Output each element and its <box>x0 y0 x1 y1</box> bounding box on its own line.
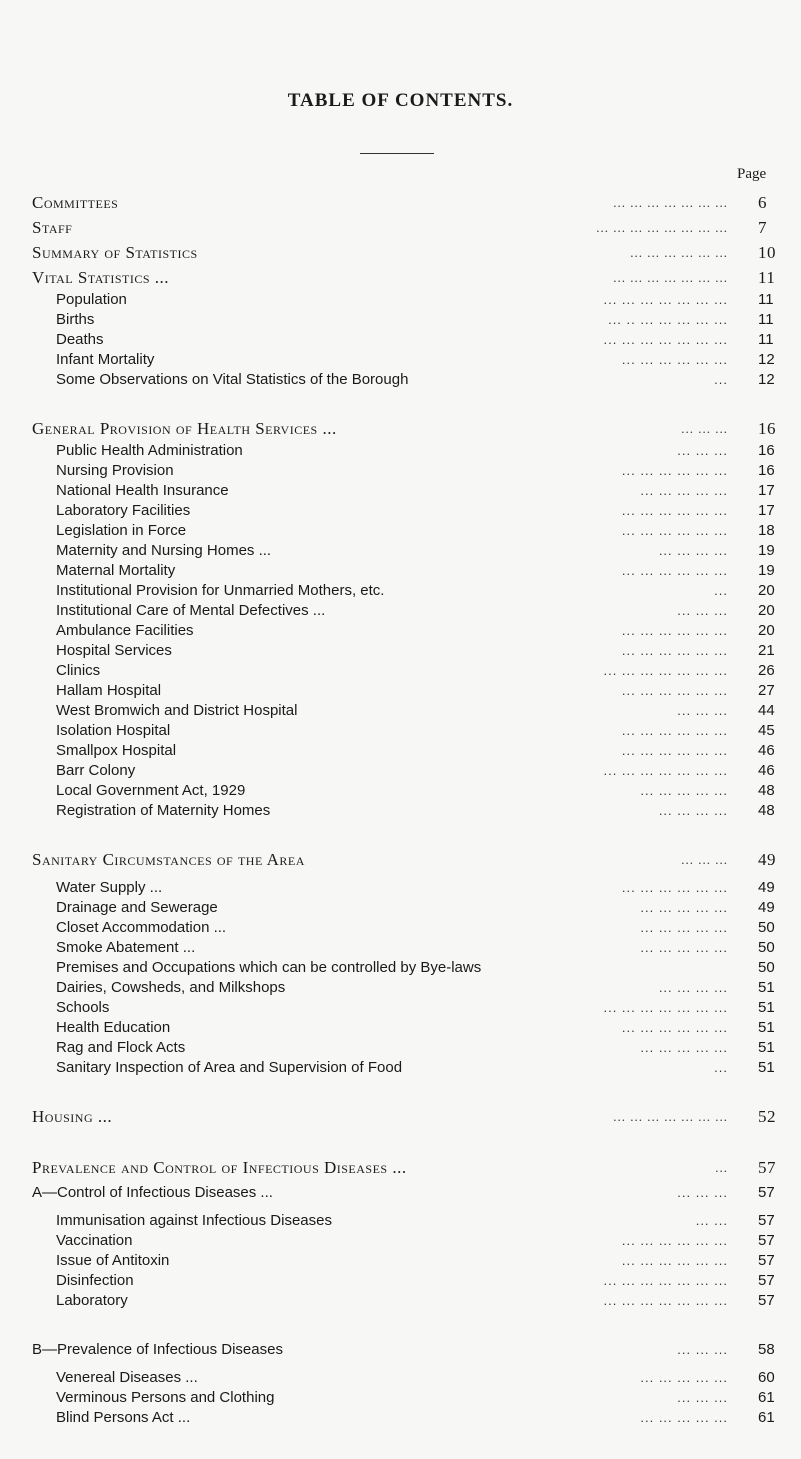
toc-page-number: 50 <box>758 959 775 976</box>
toc-page-number: 46 <box>758 762 775 779</box>
toc-leader-dots: ... ... ... ... ... ... <box>621 723 728 738</box>
toc-entry <box>32 416 788 441</box>
toc-entry-title: Sanitary Circumstances of the Area <box>32 850 305 869</box>
toc-entry <box>32 240 788 265</box>
toc-entry-title: Summary of Statistics <box>32 243 198 262</box>
toc-entry <box>32 878 788 898</box>
toc-leader-dots: ... ... ... <box>677 703 728 718</box>
toc-entry-title: National Health Insurance <box>56 482 229 499</box>
toc-leader-dots: ... ... ... ... ... ... <box>621 623 728 638</box>
toc-entry <box>32 998 788 1018</box>
toc-entry-title: Issue of Antitoxin <box>56 1252 170 1269</box>
toc-page-number: 10 <box>758 243 776 262</box>
toc-entry-title: Sanitary Inspection of Area and Supervision of Food <box>56 1059 403 1076</box>
toc-entry <box>32 1104 788 1129</box>
toc-entry <box>32 661 788 681</box>
toc-entry-title: Prevalence and Control of Infectious Diseases ... <box>32 1158 407 1177</box>
toc-entry <box>32 330 788 350</box>
toc-entry <box>32 938 788 958</box>
toc-page-number: 16 <box>758 419 776 438</box>
toc-entry-title: Committees <box>32 193 119 212</box>
toc-entry-title: Maternal Mortality <box>56 562 176 579</box>
toc-entry-title: Laboratory Facilities <box>56 502 191 519</box>
toc-page-number: 11 <box>758 311 774 328</box>
toc-entry <box>32 918 788 938</box>
toc-entry-title: Schools <box>56 999 110 1016</box>
toc-leader-dots: ... ... ... ... ... ... ... <box>613 195 728 210</box>
toc-leader-dots: ... ... ... ... ... ... ... <box>603 1293 728 1308</box>
toc-page-number: 16 <box>758 462 775 479</box>
toc-leader-dots: ... ... ... ... ... ... ... <box>603 1273 728 1288</box>
toc-page-number: 12 <box>758 351 775 368</box>
toc-leader-dots: ... ... ... ... <box>658 543 728 558</box>
toc-entry <box>32 370 788 390</box>
toc-leader-dots: ... ... ... ... ... <box>640 483 728 498</box>
toc-page-number: 21 <box>758 642 775 659</box>
toc-page-number: 51 <box>758 1039 775 1056</box>
toc-page-number: 19 <box>758 562 775 579</box>
toc-entry <box>32 310 788 330</box>
toc-entry <box>32 621 788 641</box>
toc-entry-title: Laboratory <box>56 1292 128 1309</box>
toc-page-number: 44 <box>758 702 775 719</box>
toc-leader-dots: ... ... ... ... ... ... ... <box>603 663 728 678</box>
toc-entry <box>32 978 788 998</box>
toc-entry <box>32 1388 788 1408</box>
toc-entry-title: Drainage and Sewerage <box>56 899 218 916</box>
toc-leader-dots: ... ... ... <box>677 1342 728 1357</box>
toc-entry <box>32 1211 788 1231</box>
toc-page-number: 26 <box>758 662 775 679</box>
toc-leader-dots: ... ... ... ... ... ... <box>621 683 728 698</box>
toc-leader-dots: ... ... ... ... ... <box>640 1410 728 1425</box>
toc-page-number: 57 <box>758 1232 775 1249</box>
toc-entry-title: Venereal Diseases ... <box>56 1369 198 1386</box>
toc-leader-dots: ... ... ... <box>677 1185 728 1200</box>
toc-page-number: 19 <box>758 542 775 559</box>
toc-leader-dots: ... ... ... ... ... ... ... <box>603 292 728 307</box>
toc-leader-dots: ... <box>714 372 728 387</box>
toc-entry-title: B—Prevalence of Infectious Diseases <box>32 1341 283 1358</box>
toc-entry-title: Water Supply ... <box>56 879 163 896</box>
toc-page-number: 57 <box>758 1272 775 1289</box>
toc-entry <box>32 898 788 918</box>
toc-entry-title: A—Control of Infectious Diseases ... <box>32 1184 273 1201</box>
toc-leader-dots: ... ... ... ... ... ... ... <box>603 1000 728 1015</box>
toc-leader-dots: ... ... ... ... ... <box>640 920 728 935</box>
toc-page-number: 61 <box>758 1409 775 1426</box>
toc-entry <box>32 441 788 461</box>
toc-leader-dots: ... ... ... ... ... ... <box>621 1253 728 1268</box>
toc-leader-dots: ... ... ... ... ... ... <box>621 1233 728 1248</box>
toc-page-number: 18 <box>758 522 775 539</box>
toc-entry-title: Ambulance Facilities <box>56 622 194 639</box>
toc-entry <box>32 641 788 661</box>
toc-entry <box>32 390 788 416</box>
toc-leader-dots: ... <box>714 583 728 598</box>
toc-leader-dots: ... ... ... ... ... <box>640 1040 728 1055</box>
toc-entry <box>32 501 788 521</box>
toc-entry <box>32 350 788 370</box>
toc-entry-title: Smallpox Hospital <box>56 742 177 759</box>
toc-entry <box>32 1180 788 1205</box>
toc-page-number: 57 <box>758 1252 775 1269</box>
toc-page-number: 48 <box>758 782 775 799</box>
toc-entry-title: Health Education <box>56 1019 171 1036</box>
toc-page-number: 20 <box>758 582 775 599</box>
toc-page-number: 16 <box>758 442 775 459</box>
toc-entry-title: Staff <box>32 218 73 237</box>
toc-leader-dots: ... ... ... <box>677 1390 728 1405</box>
toc-entry <box>32 721 788 741</box>
toc-page-number: 51 <box>758 999 775 1016</box>
toc-entry-title: Public Health Administration <box>56 442 243 459</box>
toc-entry-title: Verminous Persons and Clothing <box>56 1389 275 1406</box>
toc-page-number: 48 <box>758 802 775 819</box>
toc-entry <box>32 1155 788 1180</box>
toc-entry <box>32 1058 788 1078</box>
toc-entry-title: Nursing Provision <box>56 462 174 479</box>
toc-entry <box>32 781 788 801</box>
toc-page-number: 46 <box>758 742 775 759</box>
toc-page-number: 17 <box>758 482 775 499</box>
toc-page-number: 27 <box>758 682 775 699</box>
toc-page-number: 12 <box>758 371 775 388</box>
toc-entry-title: Vital Statistics ... <box>32 268 170 287</box>
toc-page-number: 7 <box>758 218 767 237</box>
toc-entry <box>32 521 788 541</box>
toc-leader-dots: ... ... ... ... ... ... <box>621 523 728 538</box>
toc-entry-title: Maternity and Nursing Homes ... <box>56 542 272 559</box>
toc-leader-dots: ... ... ... ... ... ... <box>621 563 728 578</box>
toc-entry-title: Rag and Flock Acts <box>56 1039 186 1056</box>
contents-list <box>32 190 788 1428</box>
toc-entry-title: Vaccination <box>56 1232 133 1249</box>
toc-leader-dots: ... ... ... ... <box>658 803 728 818</box>
toc-entry-title: Legislation in Force <box>56 522 187 539</box>
toc-entry <box>32 265 788 290</box>
toc-leader-dots: ... ... ... ... ... ... ... <box>603 332 728 347</box>
toc-entry <box>32 821 788 847</box>
toc-entry-title: Registration of Maternity Homes <box>56 802 271 819</box>
toc-entry <box>32 1271 788 1291</box>
toc-entry <box>32 1018 788 1038</box>
toc-page-number: 50 <box>758 919 775 936</box>
toc-entry-title: Premises and Occupations which can be controlled by Bye-laws <box>56 959 482 976</box>
toc-entry-title: West Bromwich and District Hospital <box>56 702 298 719</box>
toc-page-number: 49 <box>758 899 775 916</box>
toc-page-number: 20 <box>758 602 775 619</box>
toc-leader-dots: ... ... ... ... ... <box>640 1370 728 1385</box>
toc-page-number: 45 <box>758 722 775 739</box>
toc-page-number: 20 <box>758 622 775 639</box>
toc-leader-dots: ... ... ... <box>677 603 728 618</box>
toc-leader-dots: ... ... ... ... <box>658 980 728 995</box>
toc-entry <box>32 581 788 601</box>
toc-entry-title: Births <box>56 311 95 328</box>
toc-page-number: 11 <box>758 268 776 287</box>
toc-entry <box>32 461 788 481</box>
toc-entry-title: Some Observations on Vital Statistics of the Borough <box>56 371 409 388</box>
toc-page-number: 57 <box>758 1292 775 1309</box>
toc-entry-title: General Provision of Health Services ... <box>32 419 337 438</box>
toc-entry <box>32 541 788 561</box>
toc-entry-title: Isolation Hospital <box>56 722 171 739</box>
toc-entry <box>32 1231 788 1251</box>
toc-leader-dots: ... .. ... ... ... ... ... <box>608 312 728 327</box>
toc-leader-dots: ... ... ... ... ... ... <box>621 743 728 758</box>
toc-leader-dots: ... ... ... ... ... ... ... <box>613 270 728 285</box>
toc-entry <box>32 561 788 581</box>
toc-leader-dots: ... ... ... ... ... ... <box>621 352 728 367</box>
toc-page-number: 51 <box>758 1059 775 1076</box>
toc-leader-dots: ... ... ... ... ... ... ... <box>613 1109 728 1124</box>
toc-leader-dots: ... ... ... <box>681 852 728 867</box>
toc-leader-dots: ... ... ... ... ... ... <box>621 1020 728 1035</box>
toc-page-number: 49 <box>758 879 775 896</box>
toc-entry <box>32 741 788 761</box>
page-title: TABLE OF CONTENTS. <box>287 90 514 111</box>
toc-entry <box>32 1311 788 1337</box>
toc-entry-title: Closet Accommodation ... <box>56 919 227 936</box>
toc-page-number: 57 <box>758 1212 775 1229</box>
toc-entry <box>32 701 788 721</box>
page-column-header: Page <box>737 166 767 182</box>
toc-page-number: 50 <box>758 939 775 956</box>
toc-entry <box>32 1038 788 1058</box>
toc-leader-dots: ... ... ... ... ... <box>640 783 728 798</box>
title-divider <box>360 153 434 154</box>
toc-page-number: 61 <box>758 1389 775 1406</box>
toc-leader-dots: ... ... ... <box>677 443 728 458</box>
toc-page-number: 49 <box>758 850 776 869</box>
toc-entry-title: Disinfection <box>56 1272 134 1289</box>
toc-leader-dots: ... ... ... ... ... <box>640 940 728 955</box>
toc-entry-title: Immunisation against Infectious Diseases <box>56 1212 332 1229</box>
toc-entry <box>32 1408 788 1428</box>
toc-entry <box>32 290 788 310</box>
toc-page-number: 11 <box>758 291 774 308</box>
toc-leader-dots: ... ... ... ... ... ... ... <box>603 763 728 778</box>
toc-entry-title: Population <box>56 291 127 308</box>
toc-entry <box>32 958 788 978</box>
toc-page-number: 58 <box>758 1341 775 1358</box>
toc-leader-dots: ... ... ... ... ... ... ... ... <box>596 220 728 235</box>
toc-page-number: 11 <box>758 331 774 348</box>
toc-entry-title: Hallam Hospital <box>56 682 162 699</box>
toc-leader-dots: ... ... ... ... ... ... <box>621 643 728 658</box>
toc-entry <box>32 1368 788 1388</box>
toc-leader-dots: ... ... ... ... ... ... <box>621 463 728 478</box>
toc-page-number: 60 <box>758 1369 775 1386</box>
toc-leader-dots: ... ... <box>695 1213 728 1228</box>
toc-page-number: 57 <box>758 1158 776 1177</box>
toc-entry <box>32 847 788 872</box>
toc-leader-dots: ... ... ... <box>681 421 728 436</box>
toc-leader-dots: ... ... ... ... ... ... <box>621 880 728 895</box>
toc-page-number: 17 <box>758 502 775 519</box>
toc-entry <box>32 601 788 621</box>
toc-page-number: 51 <box>758 1019 775 1036</box>
toc-entry <box>32 1129 788 1155</box>
toc-leader-dots: ... ... ... ... ... ... <box>630 245 728 260</box>
toc-entry <box>32 481 788 501</box>
toc-entry-title: Institutional Care of Mental Defectives ... <box>56 602 326 619</box>
toc-entry-title: Blind Persons Act ... <box>56 1409 191 1426</box>
toc-leader-dots: ... <box>714 1060 728 1075</box>
toc-page-number: 57 <box>758 1184 775 1201</box>
toc-entry-title: Hospital Services <box>56 642 172 659</box>
toc-entry-title: Infant Mortality <box>56 351 155 368</box>
toc-entry-title: Institutional Provision for Unmarried Mothers, etc. <box>56 582 385 599</box>
toc-entry-title: Local Government Act, 1929 <box>56 782 246 799</box>
toc-entry <box>32 190 788 215</box>
toc-page-number: 51 <box>758 979 775 996</box>
toc-leader-dots: ... ... ... ... ... ... <box>621 503 728 518</box>
toc-entry-title: Smoke Abatement ... <box>56 939 196 956</box>
toc-entry <box>32 681 788 701</box>
toc-entry <box>32 215 788 240</box>
toc-entry-title: Clinics <box>56 662 101 679</box>
toc-entry-title: Dairies, Cowsheds, and Milkshops <box>56 979 286 996</box>
toc-entry <box>32 801 788 821</box>
toc-leader-dots: ... <box>715 1160 728 1175</box>
toc-entry-title: Deaths <box>56 331 104 348</box>
toc-leader-dots: ... ... ... ... ... <box>640 900 728 915</box>
toc-entry-title: Barr Colony <box>56 762 136 779</box>
toc-entry-title: Housing ... <box>32 1107 113 1126</box>
toc-entry <box>32 1291 788 1311</box>
toc-page-number: 52 <box>758 1107 776 1126</box>
toc-page-number: 6 <box>758 193 767 212</box>
toc-entry <box>32 1337 788 1362</box>
toc-entry <box>32 1078 788 1104</box>
toc-entry <box>32 761 788 781</box>
toc-entry <box>32 1251 788 1271</box>
